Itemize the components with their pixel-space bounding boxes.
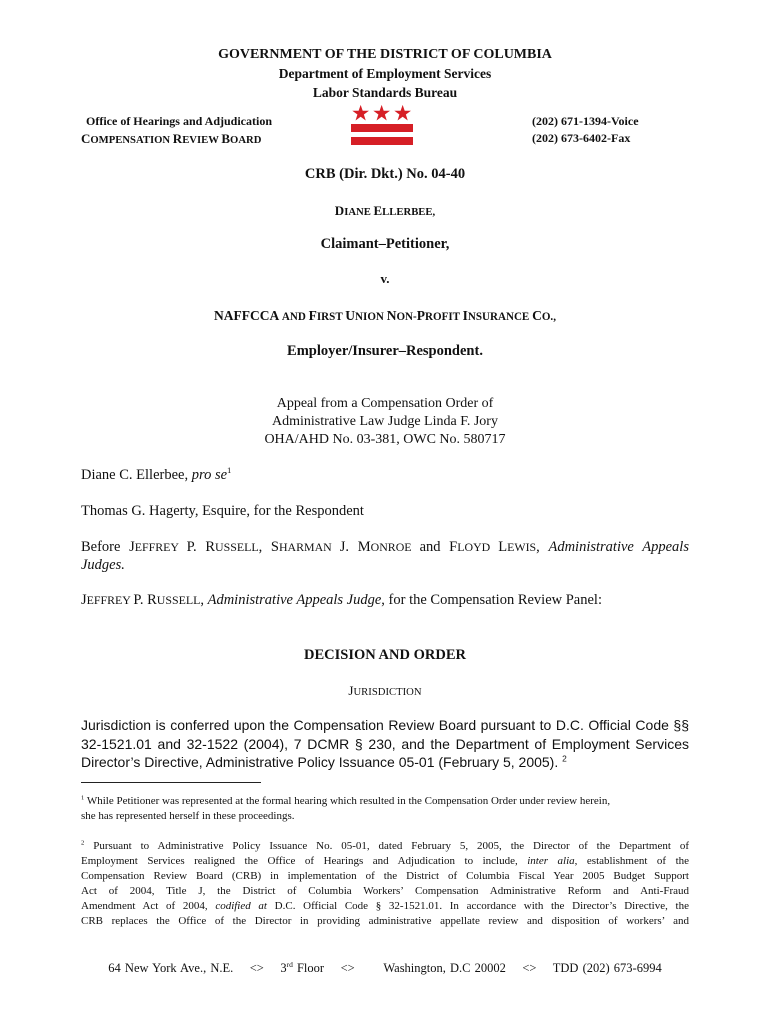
respondent-counsel: Thomas G. Hagerty, Esquire, for the Respondent <box>81 503 364 519</box>
footer-separator: <> <box>340 961 355 975</box>
claimant-role: Claimant–Petitioner, <box>320 236 450 252</box>
footer-separator: <> <box>249 961 264 975</box>
board-name: COMPENSATION REVIEW BOARD <box>81 131 262 146</box>
office-name: Office of Hearings and Adjudication <box>86 114 273 128</box>
page-footer <box>0 961 770 976</box>
department-heading: Department of Employment Services <box>278 66 492 81</box>
panel-line: JEFFREY P. RUSSELL, Administrative Appeals Judge, for the Compensation Review Panel: <box>81 592 602 608</box>
employer-name: NAFFCCA AND FIRST UNION NON-PROFIT INSURANCE CO., <box>214 308 556 323</box>
bureau-heading: Labor Standards Bureau <box>312 85 458 100</box>
footnote-divider <box>81 782 261 783</box>
appeal-line-2: Administrative Law Judge Linda F. Jory <box>272 414 498 429</box>
footer-floor: 3rd Floor <box>280 959 325 975</box>
claimant-counsel: Diane C. Ellerbee, pro $se^1$ <box>81 465 232 483</box>
footer-tdd: TDD (202) 673-6994 <box>552 961 662 975</box>
jurisdiction-heading: JURISDICTION <box>348 683 422 698</box>
footnote-2: $^2$ Pursuant to Administrative Policy Issuance No. 05-01, dated February 5, 2005, the Director of the Department of Employment Services realigned the Office of Hearings and Adjudication to include, inter alia, establishment of the Compensation Review Board (CRB) in implementation of the District of Columbia Fiscal Year 2005 Budget Support Act of 2004, Title J, the District of Columbia Workers’ Compensation Administrative Reform and Anti-Fraud Amendment Act of 2004, codified at D.C. Official Code § 32-1521.01. In accordance with the Director’s Directive, the CRB replaces the Office of the Director in providing administrative appellate review and disposition of workers’ and <box>81 839 690 927</box>
footnote-1: $^1$ While Petitioner was represented at the formal hearing which resulted in the Compensation Order under review herein, she has represented herself in these proceedings. <box>81 794 611 822</box>
fax-phone: (202) 673-6402-Fax <box>532 131 631 145</box>
jurisdiction-paragraph <box>81 716 689 772</box>
versus: v. <box>380 271 390 286</box>
footnote-ref-1: 1 <box>227 465 232 476</box>
jurisdiction-line-2: 32-1521.01 and 32-1522 (2004), 7 DCMR § 230, and the Department of Employment Services <box>81 735 689 752</box>
footer-separator: <> <box>522 961 537 975</box>
voice-phone: (202) 671-1394-Voice <box>532 114 639 128</box>
judges-line-1: Before JEFFREY P. RUSSELL, SHARMAN J. MONROE and FLOYD LEWIS, Administrative Appeals <box>81 539 689 555</box>
footer-address: 64 New York Ave., N.E. <box>108 961 234 975</box>
decision-title: DECISION AND ORDER <box>304 647 466 663</box>
appeal-line-1: Appeal from a Compensation Order of <box>276 396 494 411</box>
docket-number: CRB (Dir. Dkt.) No. 04-40 <box>304 166 466 182</box>
employer-role: Employer/Insurer–Respondent. <box>287 343 483 359</box>
government-heading: GOVERNMENT OF THE DISTRICT OF COLUMBIA <box>218 47 552 62</box>
judges-line-2: Judges. <box>81 557 125 573</box>
footnote-ref-2: 2 <box>562 753 567 764</box>
dc-flag-logo <box>351 104 413 146</box>
jurisdiction-line-1: Jurisdiction is conferred upon the Compensation Review Board pursuant to D.C. Official Code §§ <box>81 717 689 733</box>
footer-city: Washington, D.C 20002 <box>383 961 506 975</box>
appeal-line-3: OHA/AHD No. 03-381, OWC No. 580717 <box>264 432 506 447</box>
jurisdiction-line-3: Director’s Directive, Administrative Policy Issuance 05-01 (February 5, 2005). $^2$ <box>81 753 567 770</box>
claimant-name: DIANE ELLERBEE, <box>334 203 436 218</box>
